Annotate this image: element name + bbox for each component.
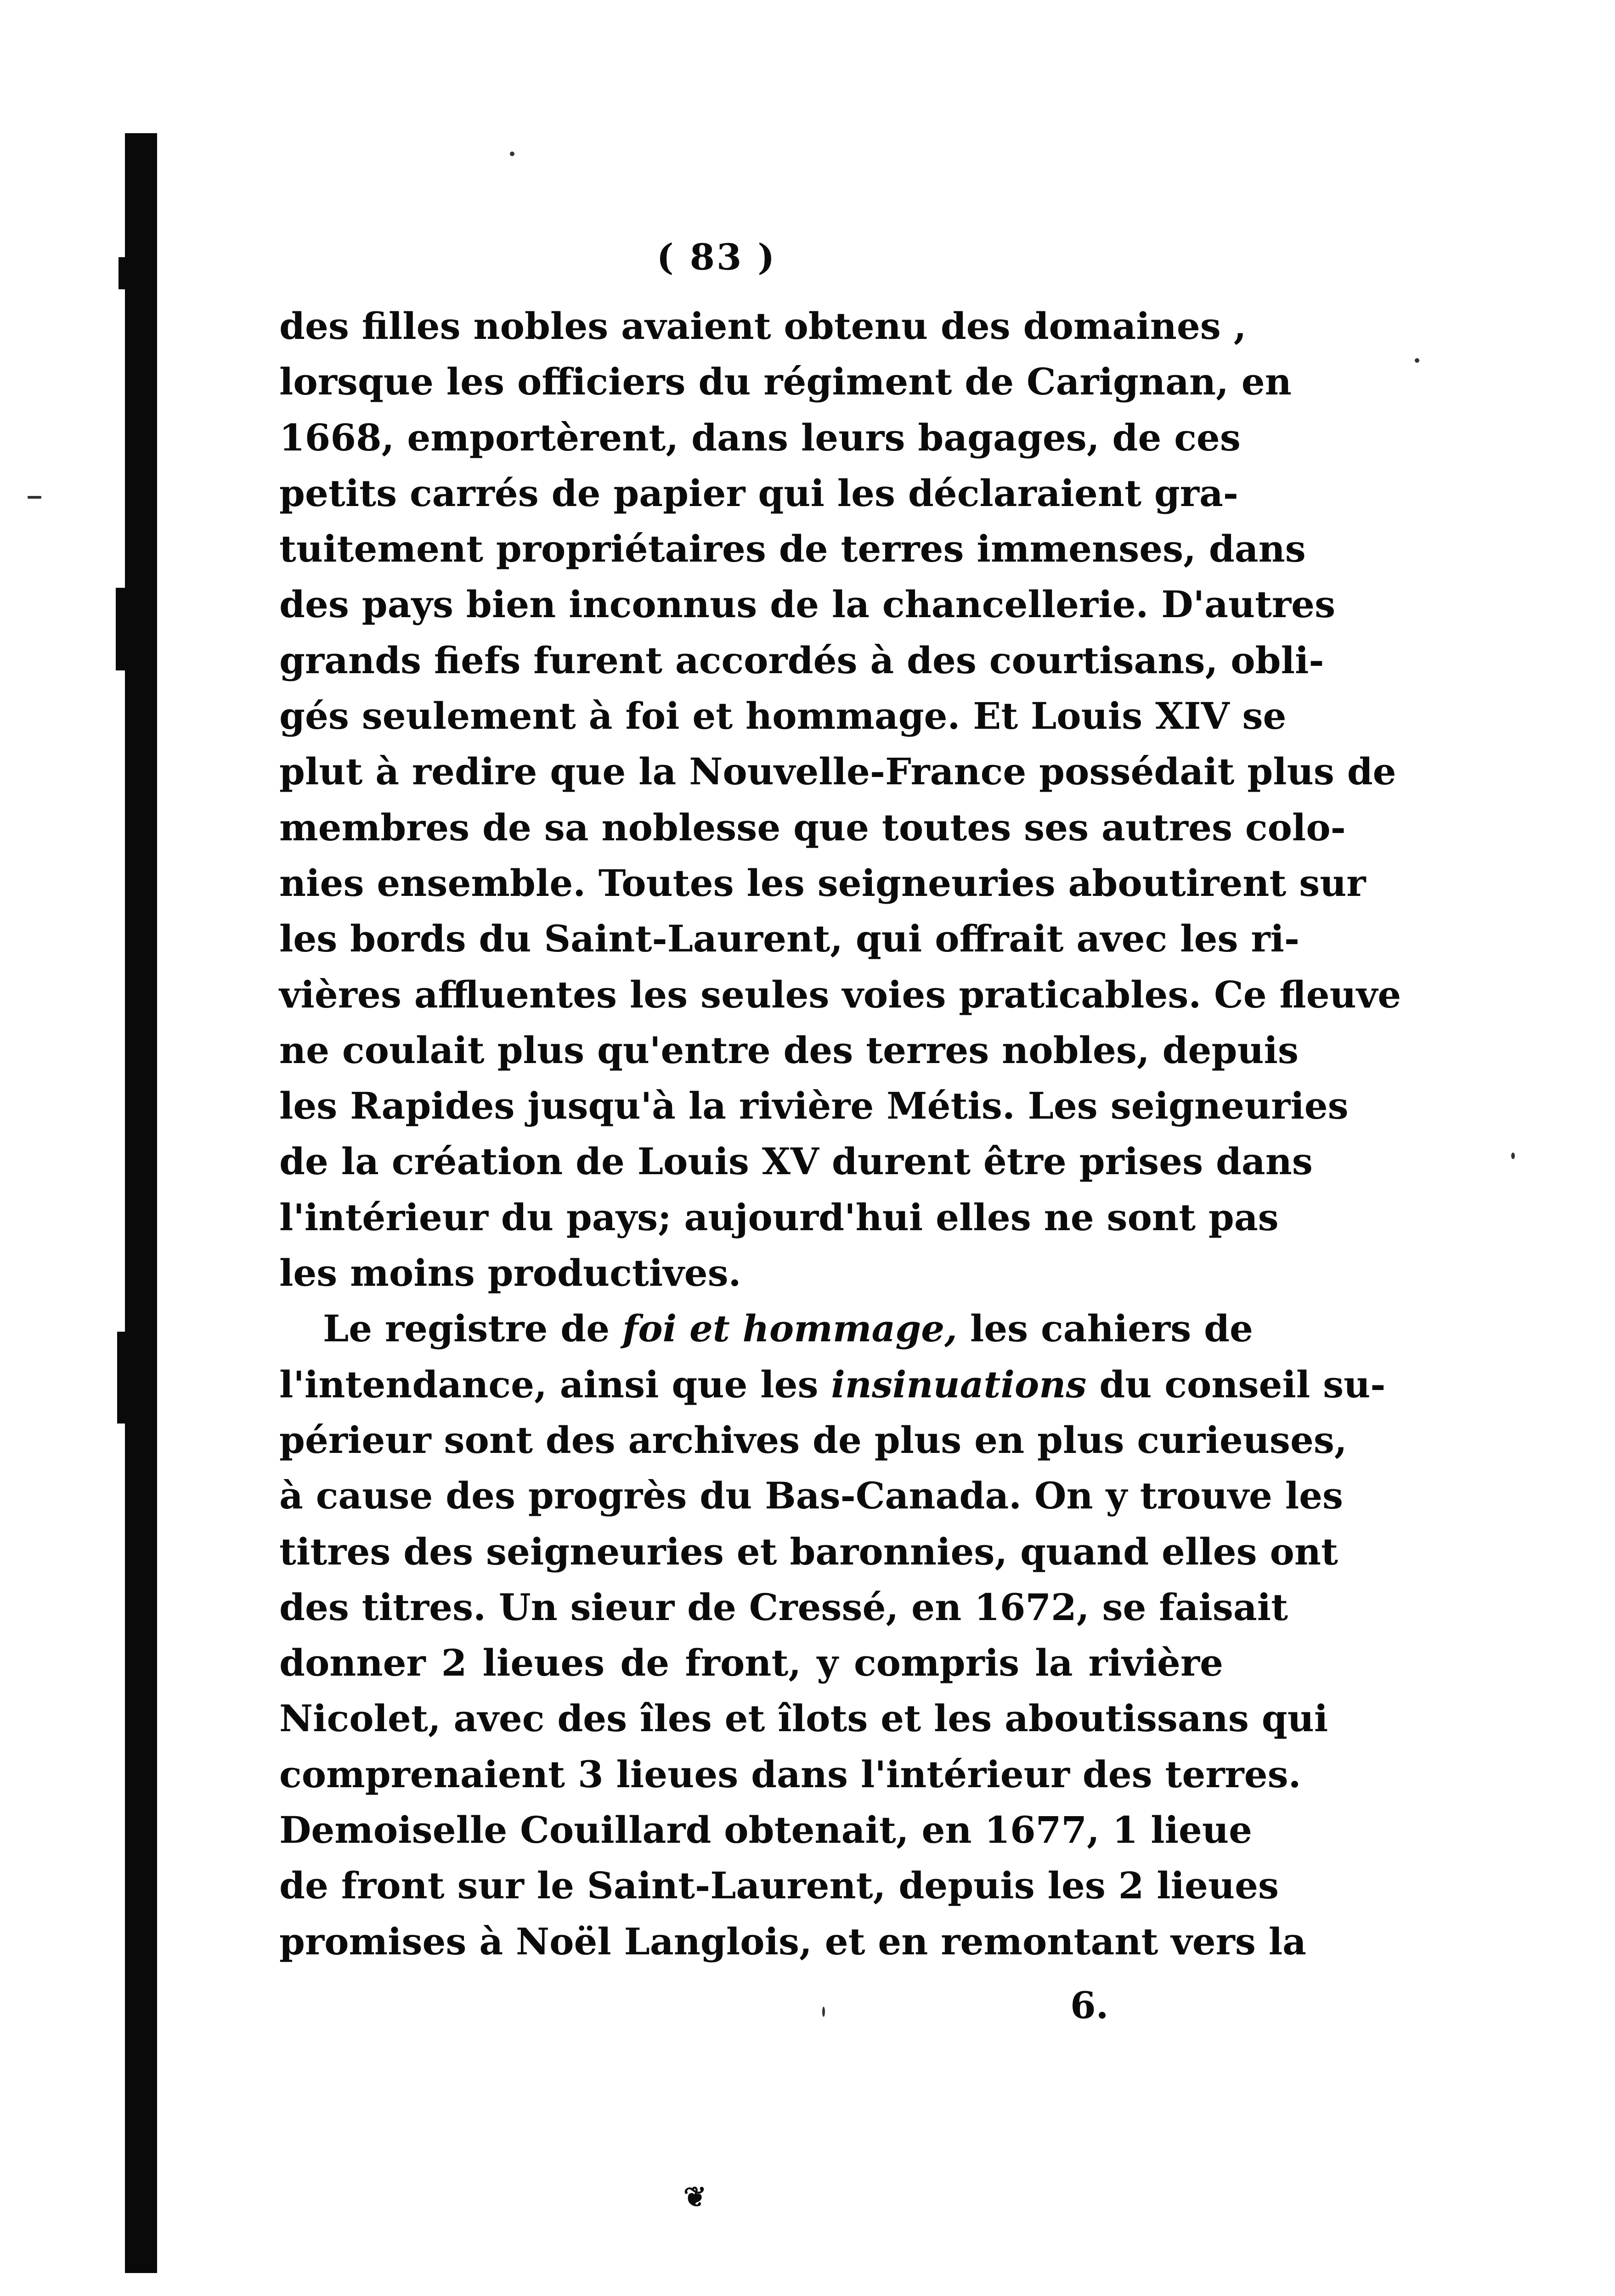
binding-notch <box>117 1332 136 1424</box>
text-line: des pays bien inconnus de la chancellerie. D'autres <box>279 583 1336 626</box>
paper-speck <box>822 2007 825 2017</box>
paper-speck <box>510 152 514 156</box>
text-line: les Rapides jusqu'à la rivière Métis. Les seigneuries <box>279 1084 1349 1128</box>
binding-notch <box>119 257 132 289</box>
text-line: de la création de Louis XV durent être prises dans <box>279 1140 1313 1183</box>
text-run: les cahiers de <box>957 1307 1253 1351</box>
signature-mark: 6. <box>1070 1984 1109 2027</box>
text-line: tuitement propriétaires de terres immenses, dans <box>279 527 1306 571</box>
text-line: les moins productives. <box>279 1251 741 1295</box>
page-binding-edge <box>125 133 157 2273</box>
text-line: périeur sont des archives de plus en plus curieuses, <box>279 1418 1347 1462</box>
text-run: l'intendance, ainsi que les <box>279 1362 831 1406</box>
text-line: donner 2 lieues de front, y compris la rivière <box>279 1641 1223 1685</box>
page-number-header: ( 83 ) <box>656 236 777 278</box>
body-text <box>279 298 1401 1970</box>
text-line: comprenaient 3 lieues dans l'intérieur des terres. <box>279 1752 1301 1796</box>
text-line: Demoiselle Couillard obtenait, en 1677, 1 lieue <box>279 1808 1253 1852</box>
text-line: lorsque les officiers du régiment de Carignan, en <box>279 360 1292 404</box>
text-line: des filles nobles avaient obtenu des domaines , <box>279 304 1247 348</box>
paper-speck <box>1511 1153 1515 1159</box>
text-line: vières affluentes les seules voies praticables. Ce fleuve <box>279 973 1401 1016</box>
paper-speck <box>28 496 41 499</box>
text-line: petits carrés de papier qui les déclaraient gra- <box>279 471 1239 515</box>
text-line: grands fiefs furent accordés à des courtisans, obli- <box>279 638 1324 682</box>
text-line: promises à Noël Langlois, et en remontant vers la <box>279 1919 1306 1963</box>
italic-term-insinuations: insinuations <box>831 1362 1087 1406</box>
binding-notch <box>116 588 134 670</box>
bottom-ornament: ❦ <box>683 2181 707 2213</box>
paragraph-opening-line <box>279 1301 1253 1356</box>
text-line: 1668, emportèrent, dans leurs bagages, de ces <box>279 416 1241 459</box>
text-line: nies ensemble. Toutes les seigneuries aboutirent sur <box>279 861 1366 905</box>
text-line: ne coulait plus qu'entre des terres nobles, depuis <box>279 1028 1299 1072</box>
text-line: l'intérieur du pays; aujourd'hui elles ne sont pas <box>279 1195 1279 1239</box>
text-line: à cause des progrès du Bas-Canada. On y trouve les <box>279 1474 1344 1518</box>
text-line: plut à redire que la Nouvelle-France possédait plus de <box>279 750 1396 793</box>
text-line <box>279 1357 1386 1412</box>
text-line: membres de sa noblesse que toutes ses autres colo- <box>279 805 1346 849</box>
text-line: Nicolet, avec des îles et îlots et les aboutissans qui <box>279 1697 1328 1740</box>
text-line: les bords du Saint-Laurent, qui offrait avec les ri- <box>279 917 1300 961</box>
text-line: de front sur le Saint-Laurent, depuis les 2 lieues <box>279 1864 1279 1908</box>
text-line: des titres. Un sieur de Cressé, en 1672, se faisait <box>279 1585 1288 1629</box>
text-run: du conseil su- <box>1086 1362 1386 1406</box>
italic-term-foi-et-hommage: foi et hommage, <box>622 1307 958 1351</box>
text-line: gés seulement à foi et hommage. Et Louis XIV se <box>279 694 1287 738</box>
text-line: titres des seigneuries et baronnies, quand elles ont <box>279 1530 1338 1573</box>
paper-speck <box>1415 358 1419 363</box>
text-run: Le registre de <box>323 1307 622 1351</box>
